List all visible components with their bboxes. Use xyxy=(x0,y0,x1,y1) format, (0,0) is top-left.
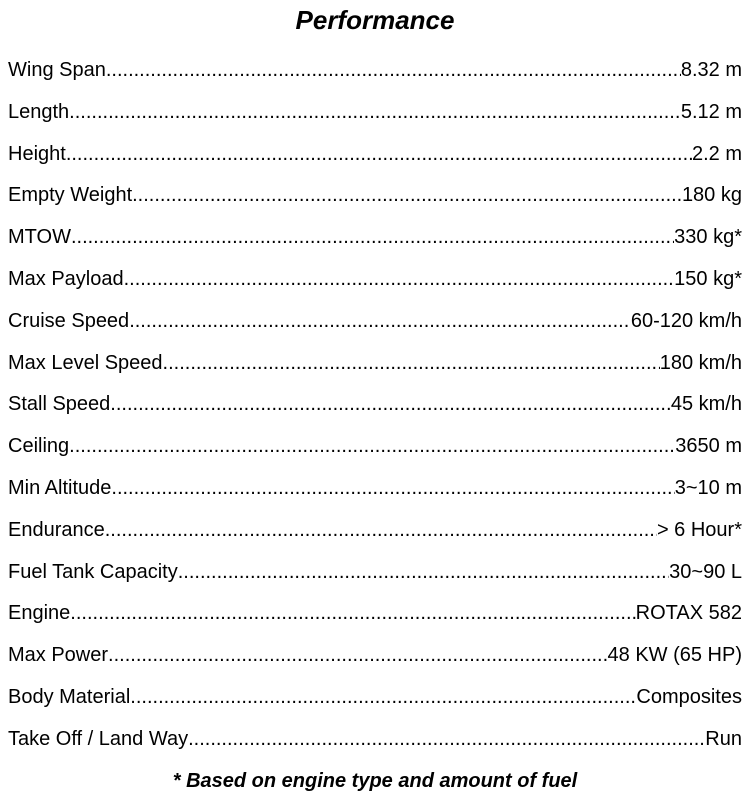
dot-leader xyxy=(108,635,607,677)
spec-row-body-material xyxy=(8,677,742,719)
spec-value: 2.2 m xyxy=(691,142,742,165)
spec-row-engine xyxy=(8,593,742,635)
spec-value: 180 km/h xyxy=(659,351,742,374)
spec-value: 3650 m xyxy=(675,435,742,458)
spec-value: 5.12 m xyxy=(680,100,742,123)
spec-label: Max Level Speed xyxy=(8,351,163,374)
spec-value: Run xyxy=(705,727,742,750)
spec-row-ceiling xyxy=(8,426,742,468)
spec-label: Body Material xyxy=(8,685,131,708)
spec-label: MTOW xyxy=(8,226,71,249)
dot-leader xyxy=(69,426,675,468)
spec-value: ROTAX 582 xyxy=(635,602,742,625)
spec-value: 60-120 km/h xyxy=(630,309,742,332)
dot-leader xyxy=(132,175,682,217)
spec-value: 45 km/h xyxy=(670,393,742,416)
spec-label: Ceiling xyxy=(8,435,70,458)
dot-leader xyxy=(110,384,671,426)
footnote: * Based on engine type and amount of fuel xyxy=(172,770,578,792)
spec-list xyxy=(8,50,742,761)
spec-label: Empty Weight xyxy=(8,184,133,207)
spec-label: Max Payload xyxy=(8,267,124,290)
spec-row-empty-weight xyxy=(8,175,742,217)
spec-value: 180 kg xyxy=(681,184,742,207)
dot-leader xyxy=(130,677,636,719)
spec-label: Engine xyxy=(8,602,71,625)
dot-leader xyxy=(69,92,681,134)
spec-row-wing-span xyxy=(8,50,742,92)
spec-label: Height xyxy=(8,142,66,165)
dot-leader xyxy=(106,50,681,92)
dot-leader xyxy=(178,552,669,594)
dot-leader xyxy=(71,217,674,259)
spec-row-min-altitude xyxy=(8,468,742,510)
spec-row-endurance xyxy=(8,510,742,552)
spec-label: Max Power xyxy=(8,644,109,667)
spec-row-height xyxy=(8,134,742,176)
spec-value: 8.32 m xyxy=(680,59,742,81)
spec-value: > 6 Hour* xyxy=(656,518,742,541)
spec-row-max-payload xyxy=(8,259,742,301)
spec-row-cruise-speed xyxy=(8,301,742,343)
page-title: Performance xyxy=(295,5,455,35)
spec-label: Endurance xyxy=(8,518,105,541)
dot-leader xyxy=(111,468,674,510)
spec-row-max-power xyxy=(8,635,742,677)
spec-label: Stall Speed xyxy=(8,393,111,416)
spec-row-stall-speed xyxy=(8,384,742,426)
dot-leader xyxy=(129,301,631,343)
spec-label: Min Altitude xyxy=(8,476,112,499)
spec-value: 48 KW (65 HP) xyxy=(607,644,742,667)
spec-row-take-off-land-way xyxy=(8,719,742,761)
spec-label: Length xyxy=(8,100,70,123)
spec-value: 330 kg* xyxy=(674,226,742,249)
dot-leader xyxy=(163,343,660,385)
spec-value: 150 kg* xyxy=(674,267,742,290)
spec-label: Wing Span xyxy=(8,59,106,81)
spec-row-fuel-tank-capacity xyxy=(8,552,742,594)
spec-row-mtow xyxy=(8,217,742,259)
spec-value: 30~90 L xyxy=(669,560,742,583)
spec-row-length xyxy=(8,92,742,134)
dot-leader xyxy=(124,259,675,301)
spec-label: Take Off / Land Way xyxy=(8,727,189,750)
spec-row-max-level-speed xyxy=(8,343,742,385)
dot-leader xyxy=(105,510,657,552)
spec-label: Fuel Tank Capacity xyxy=(8,560,178,583)
dot-leader xyxy=(70,593,635,635)
spec-value: Composites xyxy=(636,685,742,708)
spec-label: Cruise Speed xyxy=(8,309,130,332)
spec-value: 3~10 m xyxy=(674,476,742,499)
dot-leader xyxy=(66,134,692,176)
dot-leader xyxy=(188,719,705,761)
